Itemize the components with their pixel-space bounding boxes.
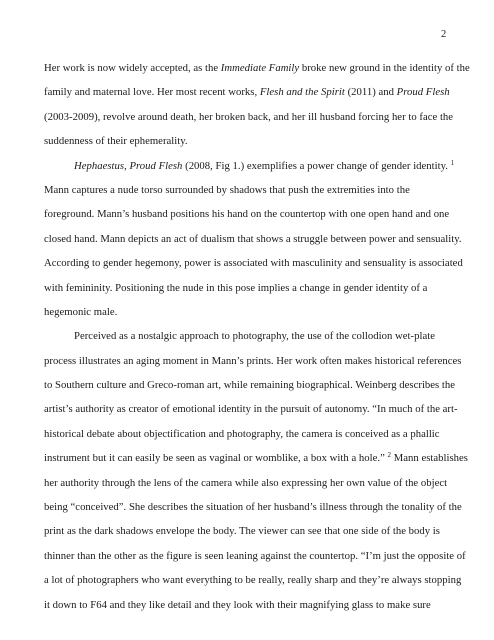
text-line xyxy=(44,593,456,617)
italic-title: Flesh and the Spirit xyxy=(259,86,345,99)
text-run: foreground. Mann’s husband positions his hand on the countertop with one open hand and one xyxy=(44,208,450,221)
text-line xyxy=(44,349,462,373)
text-run: instrument but it can easily be seen as vaginal or womblike, a box with a hole.” xyxy=(44,452,388,465)
text-run: According to gender hegemony, power is associated with masculinity and sensuality is associated xyxy=(44,257,463,270)
text-line xyxy=(44,227,462,251)
text-line xyxy=(44,129,456,153)
text-run: suddenness of their ephemerality. xyxy=(44,135,188,148)
text-line xyxy=(44,300,456,324)
text-line xyxy=(44,568,462,592)
text-run: print as the dark shadows envelope the body. The viewer can see that one side of the body is xyxy=(44,525,440,538)
text-line xyxy=(44,519,456,543)
footnote-reference: 1 xyxy=(450,158,455,167)
text-line xyxy=(44,397,456,421)
text-line xyxy=(44,276,456,300)
text-line xyxy=(44,422,456,446)
text-line xyxy=(44,202,456,226)
text-run: her authority through the lens of the camera while also expressing her own value of the object xyxy=(44,476,448,489)
page-number: 2 xyxy=(441,29,447,40)
italic-title: Immediate Family xyxy=(220,62,300,74)
text-run: (2008, Fig 1.) exemplifies a power change of gender identity. xyxy=(182,159,451,172)
body-text xyxy=(44,56,470,617)
text-line xyxy=(44,446,468,470)
text-run: (2011) and xyxy=(344,86,397,99)
text-run: historical debate about objectification and photography, the camera is conceived as a phallic xyxy=(44,427,440,440)
text-run: broke new ground in the identity of the xyxy=(299,62,470,74)
text-run: with femininity. Positioning the nude in this pose implies a change in gender identity of a xyxy=(44,281,428,294)
text-run: family and maternal love. Her most recent works, xyxy=(44,86,260,99)
text-line xyxy=(44,154,456,178)
text-run: to Southern culture and Greco-roman art, while remaining biographical. Weinberg describes the xyxy=(44,379,456,392)
text-run: Perceived as a nostalgic approach to photography, the use of the collodion wet-plate xyxy=(74,330,435,343)
text-line xyxy=(44,56,470,80)
footnote-reference: 2 xyxy=(387,451,392,460)
text-run: process illustrates an aging moment in Mann’s prints. Her work often makes historical references xyxy=(44,354,462,367)
text-line xyxy=(44,178,456,202)
text-line xyxy=(44,80,456,104)
text-line xyxy=(44,105,456,129)
italic-title: Proud Flesh xyxy=(396,86,450,99)
text-line xyxy=(44,544,466,568)
text-run: Mann establishes xyxy=(391,452,468,465)
italic-title: Hephaestus, Proud Flesh xyxy=(74,159,183,172)
text-line xyxy=(44,251,463,275)
text-line xyxy=(44,324,456,348)
text-run: Her work is now widely accepted, as the xyxy=(44,62,221,74)
text-run: hegemonic male. xyxy=(44,305,118,318)
text-run: (2003-2009), revolve around death, her broken back, and her ill husband forcing her to face the xyxy=(44,110,454,123)
text-run: it down to F64 and they like detail and they look with their magnifying glass to make sure xyxy=(44,598,431,611)
text-run: artist’s authority as creator of emotional identity in the pursuit of autonomy. “In much of the art- xyxy=(44,403,458,416)
text-run: Mann captures a nude torso surrounded by shadows that push the extremities into the xyxy=(44,183,410,196)
text-run: closed hand. Mann depicts an act of dualism that shows a struggle between power and sensuality. xyxy=(44,232,462,245)
text-run: thinner than the other as the figure is seen leaning against the countertop. “I’m just the opposite of xyxy=(44,549,466,562)
text-run: a lot of photographers who want everything to be really, really sharp and they’re always stopping xyxy=(44,574,462,587)
text-run: being “conceived”. She describes the situation of her husband’s illness through the tonality of the xyxy=(44,501,462,514)
text-line xyxy=(44,471,456,495)
text-line xyxy=(44,373,456,397)
text-line xyxy=(44,495,462,519)
